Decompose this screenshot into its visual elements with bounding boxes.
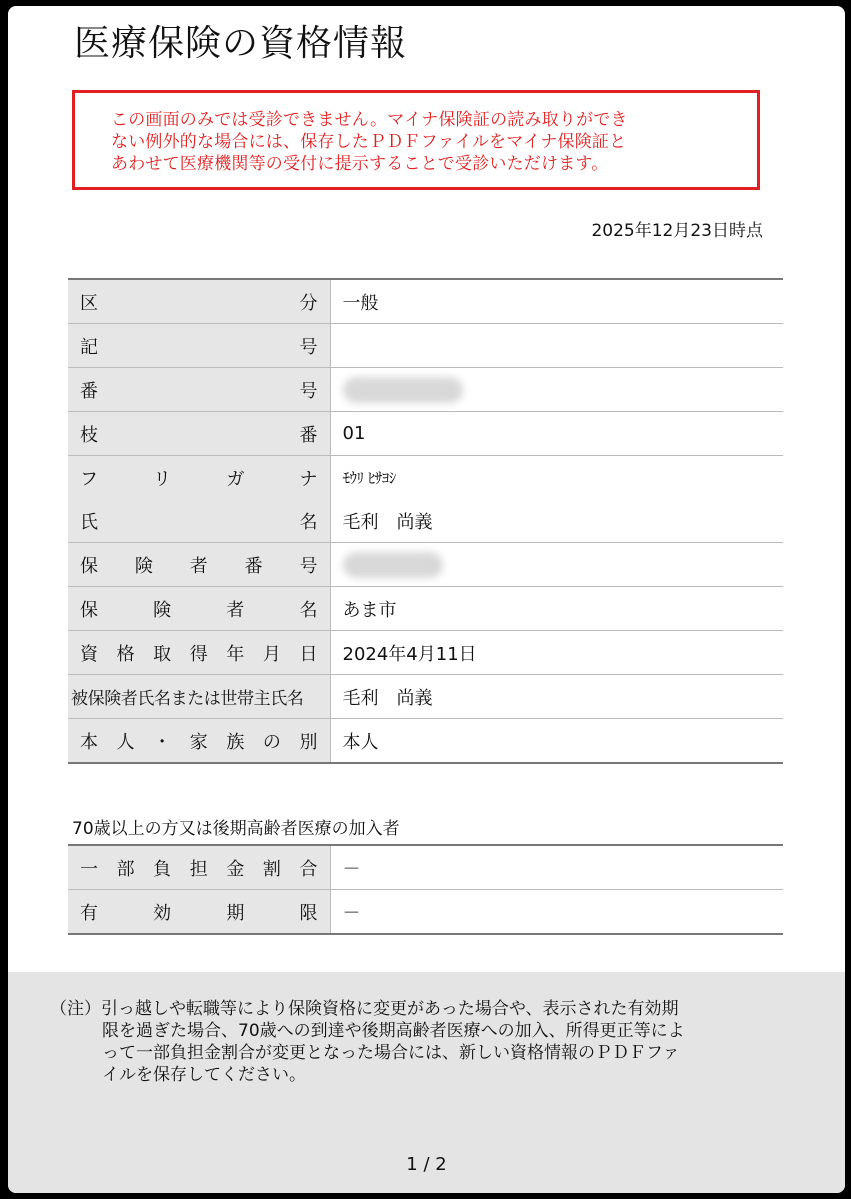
label-char: 月 (262, 643, 281, 665)
row-value: 毛利 尚義 (342, 511, 433, 533)
row-label (68, 631, 330, 675)
row-label-text (80, 728, 318, 754)
table-row (68, 279, 783, 324)
label-char: 険 (153, 599, 172, 621)
row-label (68, 279, 330, 324)
label-char: ・ (153, 731, 172, 753)
table-row (68, 412, 783, 456)
row-value: 一般 (342, 292, 379, 314)
row-value: あま市 (330, 587, 783, 631)
row-label (68, 324, 330, 368)
row-label-text (80, 289, 318, 315)
label-char: 氏 (80, 511, 98, 533)
label-char: 別 (299, 731, 318, 753)
row-label (68, 845, 330, 890)
row-value: － (342, 858, 361, 880)
label-char: 得 (189, 643, 208, 665)
row-value: 毛利 尚義 (330, 675, 783, 719)
elderly-info-table (68, 844, 783, 935)
footer-note-area (8, 972, 845, 1193)
note-line: イルを保存してください。 (102, 1065, 306, 1085)
label-char: 険 (134, 555, 153, 577)
table-row (68, 631, 783, 675)
row-label (68, 675, 330, 719)
label-char: 人 (116, 731, 135, 753)
row-label-text (80, 333, 318, 359)
table-row (68, 719, 783, 764)
table-row (68, 324, 783, 368)
warning-line: この画面のみでは受診できません。マイナ保険証の読み取りができ (111, 110, 628, 130)
table-row (68, 587, 783, 631)
label-char: 担 (189, 858, 208, 880)
label-char: フ (80, 468, 98, 490)
row-value: 2024年4月11日 (330, 631, 783, 675)
label-char: 資 (80, 643, 98, 665)
page-indicator: 1 / 2 (406, 1154, 447, 1175)
label-char: 者 (189, 555, 208, 577)
label-char: 名 (299, 599, 318, 621)
row-label-text: 被保険者氏名または世帯主氏名 (71, 689, 304, 709)
row-label (68, 412, 330, 456)
label-char: 番 (80, 380, 98, 402)
footer-note (50, 998, 810, 1086)
warning-line: ない例外的な場合には、保存したＰＤＦファイルをマイナ保険証と (111, 132, 627, 152)
page-title: 医療保険の資格情報 (74, 23, 408, 64)
row-label-text (80, 899, 318, 925)
row-label-text (80, 596, 318, 622)
label-char: 者 (226, 599, 245, 621)
label-char: 家 (189, 731, 208, 753)
row-value: 本人 (330, 719, 783, 764)
table-row (68, 499, 783, 543)
row-label-text (80, 855, 318, 881)
label-char: 割 (262, 858, 281, 880)
qualification-info-table (68, 278, 783, 764)
table-row (68, 543, 783, 587)
row-label-text (80, 377, 318, 403)
table-row (68, 675, 783, 719)
label-char: 族 (226, 731, 245, 753)
label-char: 号 (299, 336, 318, 358)
row-value: － (330, 890, 783, 935)
row-value: 01 (330, 412, 783, 456)
label-char: 枝 (80, 424, 98, 446)
row-label-text (80, 552, 318, 578)
row-label (68, 368, 330, 412)
label-char: 号 (299, 380, 318, 402)
document-page (8, 6, 845, 1193)
row-label (68, 890, 330, 935)
label-char: 合 (299, 858, 318, 880)
note-line: って一部負担金割合が変更となった場合には、新しい資格情報のＰＤＦファ (102, 1043, 680, 1063)
note-line: 限を過ぎた場合、70歳への到達や後期高齢者医療への加入、所得更正等によ (102, 1021, 685, 1041)
row-value: ﾓｳﾘ ﾋｻﾖｼ (330, 456, 783, 500)
label-char: 金 (226, 858, 245, 880)
label-char: の (262, 731, 281, 753)
label-char: 号 (299, 555, 318, 577)
label-char: 格 (116, 643, 135, 665)
row-label-text (80, 421, 318, 447)
label-char: 部 (116, 858, 135, 880)
note-prefix: （注） (50, 999, 101, 1019)
label-char: 負 (153, 858, 172, 880)
row-value (330, 324, 783, 368)
row-label (68, 456, 330, 500)
note-text: 引っ越しや転職等により保険資格に変更があった場合や、表示された有効期 (101, 999, 679, 1019)
label-char: ナ (299, 468, 318, 490)
label-char: 分 (299, 292, 318, 314)
label-char: 一 (80, 858, 98, 880)
as-of-date: 2025年12月23日時点 (591, 221, 763, 241)
label-char: 区 (80, 292, 98, 314)
row-label-text (80, 508, 318, 534)
label-char: 本 (80, 731, 98, 753)
warning-notice-box (72, 90, 760, 190)
label-char: 日 (299, 643, 318, 665)
note-line (50, 998, 810, 1020)
row-label (68, 719, 330, 764)
table-row (68, 456, 783, 500)
label-char: 番 (299, 424, 318, 446)
label-char: 名 (299, 511, 318, 533)
row-label (68, 587, 330, 631)
label-char: 限 (299, 902, 318, 924)
row-label (68, 499, 330, 543)
row-value (330, 368, 783, 412)
label-char: リ (153, 468, 172, 490)
elderly-section-heading: 70歳以上の方又は後期高齢者医療の加入者 (72, 819, 400, 839)
row-label-text (80, 640, 318, 666)
label-char: ガ (226, 468, 245, 490)
redacted-value (343, 377, 463, 403)
warning-line: あわせて医療機関等の受付に提示することで受診いただけます。 (111, 154, 609, 174)
label-char: 保 (80, 599, 98, 621)
row-label (68, 543, 330, 587)
table-row (68, 890, 783, 935)
label-char: 有 (80, 902, 98, 924)
table-row (68, 845, 783, 890)
label-char: 期 (226, 902, 245, 924)
redacted-value (343, 552, 443, 578)
table-row (68, 368, 783, 412)
label-char: 取 (153, 643, 172, 665)
row-value (330, 543, 783, 587)
label-char: 番 (244, 555, 263, 577)
label-char: 記 (80, 336, 98, 358)
label-char: 保 (80, 555, 98, 577)
row-label-text (80, 465, 318, 491)
label-char: 年 (226, 643, 245, 665)
label-char: 効 (153, 902, 172, 924)
